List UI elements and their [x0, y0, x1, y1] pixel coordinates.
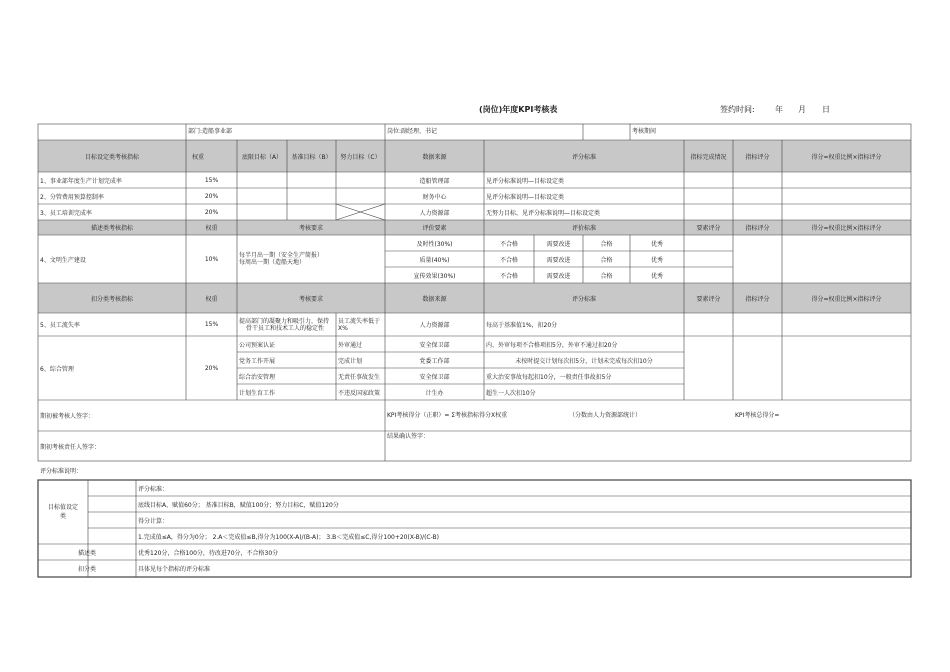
sec2-header-name: 描述类考核指标 — [90, 225, 133, 232]
sec1-row2-source: 财务中心 — [422, 193, 447, 201]
examinee-signature[interactable]: 期初被考核人签字： — [40, 413, 95, 420]
sec2-header-standard: 评价标准 — [571, 225, 596, 232]
sec3-row6-source-1: 安全保卫部 — [419, 341, 450, 349]
sec2-level-3-2: 需要改进 — [546, 272, 571, 280]
notes-deduct-category: 扣分类 — [77, 566, 96, 573]
sec1-row1-weight: 15% — [204, 176, 219, 184]
sec3-header-source: 数据来源 — [422, 295, 447, 303]
sec1-row2-weight: 20% — [204, 192, 219, 200]
sec2-factor-1: 及时性(30%) — [416, 240, 453, 248]
sec1-header-source: 数据来源 — [422, 153, 447, 161]
sec1-header-b: 基准目标（B） — [291, 153, 332, 161]
sec3-row6-name: 6、综合管理 — [40, 365, 74, 373]
sec2-level-1-3: 合格 — [600, 240, 613, 248]
sec1-header-weight: 权重 — [191, 153, 204, 161]
sec1-row3-source: 人力资源部 — [419, 209, 450, 217]
sec3-row5-req-b2: X% — [338, 325, 348, 332]
sec3-row5-standard: 每高于基准值1%，扣20分 — [486, 322, 558, 329]
sec3-row5-req-1: 提高部门的凝聚力和吸引力，保持 — [239, 318, 330, 325]
result-confirm-signature[interactable]: 结果确认签字： — [387, 433, 430, 440]
sec1-header-completion: 指标完成情况 — [690, 153, 727, 161]
sec3-row6-req-2: 完成计划 — [338, 357, 363, 365]
sec1-row3-name: 3、员工培训完成率 — [40, 209, 92, 217]
sec3-row5-name: 5、员工流失率 — [40, 322, 80, 329]
sec3-row6-item-4: 计划生育工作 — [239, 389, 276, 397]
sec2-factor-2: 质量(40%) — [419, 256, 450, 264]
sec3-row5-req-2: 骨干员工和技术工人的稳定性 — [246, 325, 325, 332]
sec1-header-c: 努力目标（C） — [340, 153, 381, 161]
notes-line-1: 评分标准： — [138, 485, 169, 493]
sec2-header-factor: 评价要素 — [422, 225, 447, 232]
notes-goal-category: 目标值设定类 — [48, 504, 79, 520]
examiner-signature[interactable]: 期初考核责任人签字： — [40, 443, 101, 451]
sec3-row6-standard-2: 未按时提交计划每次扣5分，计划未完成每次扣10分 — [515, 357, 653, 365]
sec1-header-total: 得分=权重比例×指标评分 — [811, 153, 882, 161]
sign-year: 年 — [775, 105, 783, 114]
kpi-total: KPI考核总得分= — [735, 412, 780, 419]
notes-line-2: 底线目标A，赋值60分； 基准目标B，赋值100分；努力目标C，赋值120分 — [138, 501, 339, 509]
sec3-row6-req-4: 不违反国家政策 — [338, 389, 381, 397]
sec3-row6-standard-3: 重大治安事故每起扣10分，一般责任事故扣5分 — [486, 373, 612, 381]
sec1-row1-standard: 见评分标准说明—目标设定类 — [486, 177, 565, 185]
sec2-header-requirement: 考核要求 — [298, 225, 323, 232]
sec2-level-3-4: 优秀 — [650, 272, 663, 280]
sec2-header-factor-score: 要素评分 — [696, 225, 721, 232]
sec3-row6-standard-4: 超生一人次扣10分 — [486, 389, 536, 397]
sec1-row2-standard: 见评分标准说明—目标设定类 — [486, 193, 565, 201]
notes-desc-text: 优秀120分，合格100分，待改进70分，不合格30分 — [138, 549, 279, 557]
sign-month: 月 — [798, 105, 806, 114]
kpi-formula: KPI考核得分（正职）= Σ考核指标得分X权重 — [387, 412, 508, 419]
sec2-requirement-2: 每周出一期（造船天地） — [239, 259, 306, 266]
sec3-row6-item-1: 公司预案认证 — [239, 341, 276, 349]
sec2-header-score: 指标评分 — [745, 225, 770, 232]
notes-label: 评分标准说明： — [40, 468, 83, 475]
sec3-row6-item-3: 综合治安管理 — [239, 373, 276, 381]
sec3-row6-item-2: 党务工作开展 — [239, 357, 276, 365]
sec3-header-factor-score: 要素评分 — [696, 295, 721, 303]
sec3-header-name: 扣分类考核指标 — [90, 295, 133, 303]
period-field: 考核期间 — [632, 128, 657, 135]
sec2-level-2-2: 需要改进 — [546, 256, 571, 264]
sec2-level-1-4: 优秀 — [650, 240, 663, 248]
sec3-header-score: 指标评分 — [745, 295, 770, 303]
sec2-level-2-3: 合格 — [600, 256, 613, 264]
sec1-header-a: 底限目标（A） — [241, 153, 283, 161]
sec2-level-3-1: 不合格 — [499, 272, 518, 280]
sec2-header-weight: 权重 — [205, 225, 218, 232]
sec1-row3-weight: 20% — [204, 208, 219, 216]
sec3-row6-weight: 20% — [204, 364, 219, 372]
sec3-header-standard: 评分标准 — [571, 295, 596, 303]
sec1-header-standard: 评分标准 — [571, 153, 596, 161]
sec2-name: 4、文明生产建设 — [40, 256, 86, 264]
dept-field: 部门:造船事业部 — [188, 128, 233, 135]
sec2-requirement-1: 每半月出一期（安全生产简报） — [239, 252, 324, 259]
sec3-row5-source: 人力资源部 — [419, 322, 450, 329]
sec1-header-score: 指标评分 — [745, 153, 770, 161]
post-field: 岗位:副经理、书记 — [387, 128, 438, 135]
sec3-row6-req-3: 无责任事故发生 — [338, 373, 381, 381]
sec2-level-3-3: 合格 — [600, 272, 613, 280]
sec1-row1-source: 造船管理部 — [419, 177, 450, 185]
sign-day: 日 — [822, 105, 830, 114]
sec3-row5-req-b1: 员工流失率低于 — [338, 318, 381, 325]
sec2-header-total: 得分=权重比例×指标评分 — [811, 225, 882, 232]
sec2-level-1-2: 需要改进 — [546, 240, 571, 248]
sec3-row6-source-3: 安全保卫部 — [419, 373, 450, 381]
sec3-row6-source-2: 党委工作部 — [419, 357, 450, 365]
sec3-row5-weight: 15% — [204, 321, 219, 328]
sec3-header-weight: 权重 — [205, 295, 218, 303]
sec1-row1-name: 1、事业部年度生产计划完成率 — [40, 177, 122, 185]
sec3-header-total: 得分=权重比例×指标评分 — [811, 295, 882, 303]
sec3-row6-source-4: 计生办 — [425, 389, 444, 397]
sec1-row2-name: 2、分管费用预算控制率 — [40, 193, 104, 201]
notes-desc-category: 描述类 — [77, 549, 96, 557]
sec2-level-2-1: 不合格 — [499, 256, 518, 264]
notes-line-4: 1.完成值≤A，得分为0分； 2.A＜完成值≤B,得分为100(X-A)/(B-A)； 3.B＜完成值≤C,得分100+20(X-B)/(C-B) — [138, 533, 440, 541]
sign-date-label: 签约时间: — [720, 105, 755, 114]
sec3-row6-req-1: 外审通过 — [338, 341, 363, 349]
sec2-weight: 10% — [204, 255, 219, 263]
notes-line-3: 得分计算： — [138, 517, 169, 525]
sec2-factor-3: 宣传效果(30%) — [413, 272, 456, 280]
sec2-level-2-4: 优秀 — [650, 256, 663, 264]
sec3-row6-standard-1: 内、外审每项不合格项扣5分，外审不通过扣20分 — [486, 341, 618, 349]
sec1-header-name: 目标设定类考核指标 — [84, 153, 139, 161]
page-title: (岗位)年度KPI考核表 — [479, 105, 558, 114]
sec3-header-requirement: 考核要求 — [298, 295, 323, 303]
notes-deduct-text: 具体见每个指标的评分标准 — [138, 566, 211, 573]
sec1-row3-standard: 无努力目标，见评分标准说明—目标设定类 — [486, 209, 601, 217]
sec2-level-1-1: 不合格 — [499, 240, 518, 248]
kpi-note: （分数由人力资源部统计） — [569, 412, 642, 419]
